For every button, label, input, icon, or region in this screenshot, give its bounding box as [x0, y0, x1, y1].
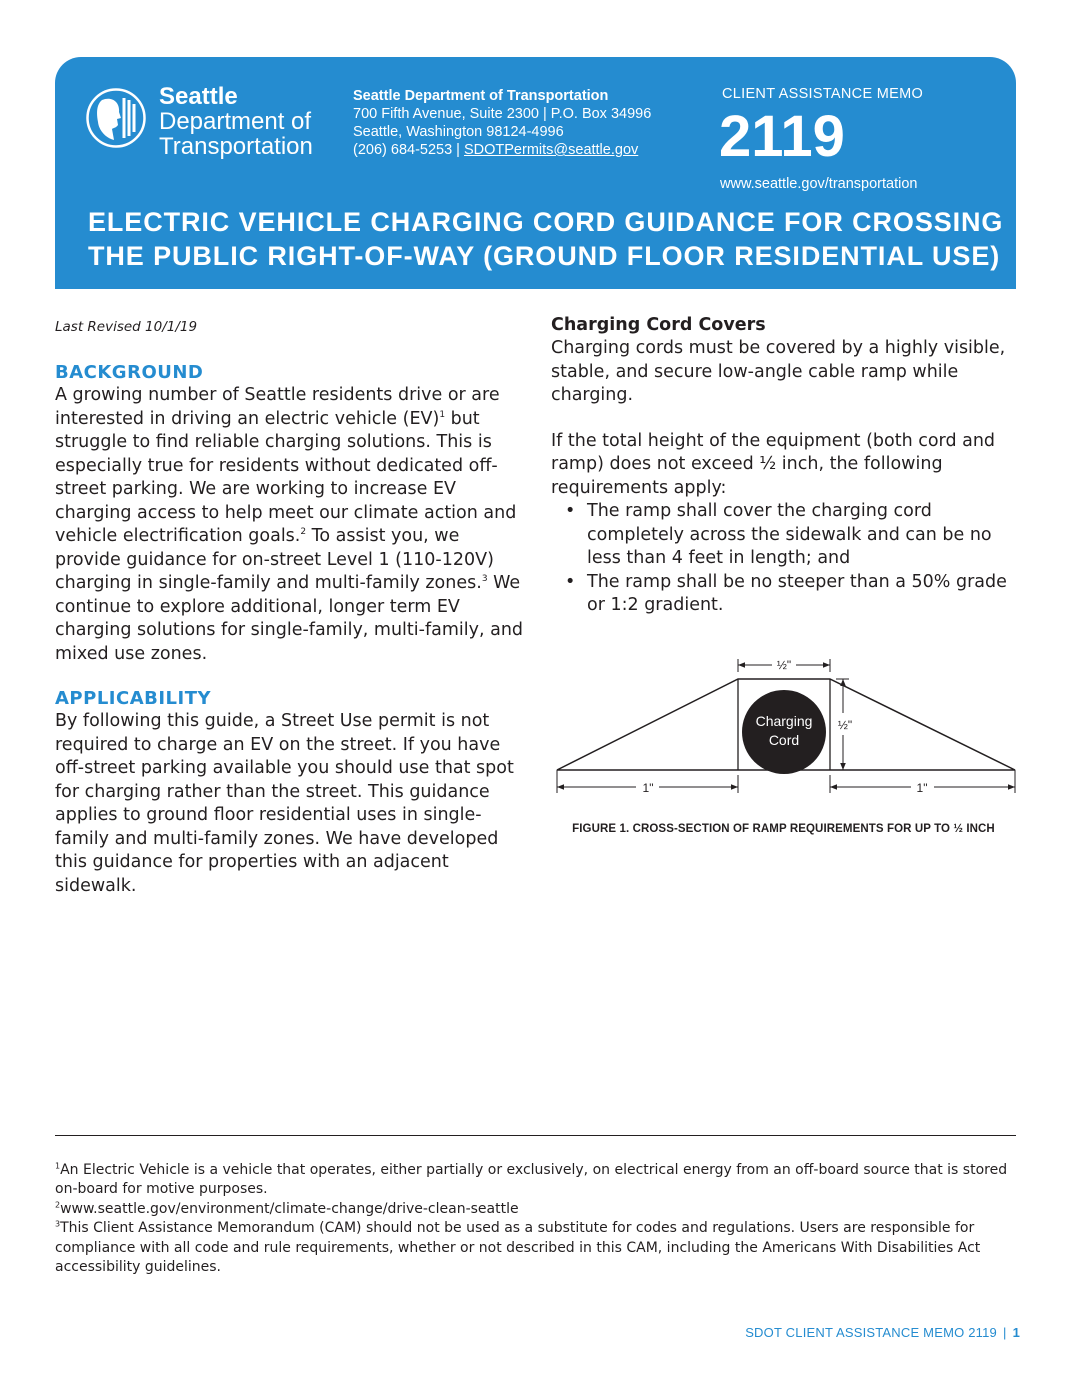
last-revised: Last Revised 10/1/19: [55, 319, 198, 335]
height-paragraph: If the total height of the equipment (both cord and ramp) does not exceed ½ inch, the following requirements apply:: [551, 430, 996, 498]
footnote-ref-1: 1: [439, 409, 446, 420]
memo-label: CLIENT ASSISTANCE MEMO: [722, 86, 924, 102]
covers-paragraph: Charging cords must be covered by a highly visible, stable, and secure low-angle cable ramp while charging.: [551, 338, 1006, 405]
list-item: • The ramp shall cover the charging cord completely across the sidewalk and can be no less than 4 feet in length; and: [587, 500, 1016, 571]
applicability-heading: APPLICABILITY: [55, 688, 212, 709]
left-dimension-label: 1": [642, 781, 654, 795]
logo-line-seattle: Seattle: [159, 83, 238, 110]
address-contact: [353, 141, 651, 159]
seattle-seal-icon: [86, 88, 146, 148]
footnote-number: 2: [55, 1200, 61, 1210]
page-footer: [745, 1325, 1020, 1340]
footnote-ref-3: 3: [481, 574, 488, 585]
background-text-4: We continue to explore additional, longer term EV charging solutions for single-family, multi-family, and mixed use zones.: [55, 573, 524, 664]
covers-heading: Charging Cord Covers: [551, 315, 766, 335]
logo-line-department: Department of: [159, 108, 312, 135]
email-link[interactable]: SDOTPermits@seattle.gov: [463, 142, 639, 158]
cord-label-line1: Charging: [755, 713, 813, 729]
requirements-list: [551, 500, 1016, 618]
cord-label-line2: Cord: [768, 732, 800, 748]
website-link[interactable]: www.seattle.gov/transportation: [720, 176, 918, 192]
footnote-ref-2: 2: [300, 527, 307, 538]
page-title: ELECTRIC VEHICLE CHARGING CORD GUIDANCE FOR CROSSING THE PUBLIC RIGHT-OF-WAY (GROUND FLOOR RESIDENTIAL USE): [88, 207, 1004, 271]
ramp-cross-section-figure: [551, 655, 1021, 800]
footnote-divider: [55, 1135, 1016, 1136]
footnote-number: 3: [55, 1219, 61, 1229]
page-number: 1: [1012, 1325, 1020, 1340]
header-banner: [55, 57, 1016, 289]
background-paragraph: [55, 384, 530, 666]
footer-separator: |: [1002, 1325, 1007, 1340]
footnotes: [55, 1161, 1016, 1277]
side-dimension-label: ½": [837, 718, 853, 732]
footnote-text: This Client Assistance Memorandum (CAM) should not be used as a substitute for codes and regulations. Users are responsible for compliance with all code and rule requirements, whether or not described in this CAM, including the Americans With Disabilities Act accessibility guidelines.: [55, 1220, 981, 1276]
list-item: • The ramp shall be no steeper than a 50% grade or 1:2 gradient.: [587, 571, 1016, 618]
right-column: [551, 314, 1016, 618]
footnote-2: [55, 1200, 1016, 1219]
address-org: Seattle Department of Transportation: [353, 88, 609, 104]
memo-number: 2119: [719, 104, 845, 169]
footnote-1: [55, 1161, 1016, 1200]
footnote-text: An Electric Vehicle is a vehicle that operates, either partially or exclusively, on electrical energy from an off-board source that is stored on-board for motive purposes.: [55, 1162, 1008, 1198]
figure-caption: FIGURE 1. CROSS-SECTION OF RAMP REQUIREMENTS FOR UP TO ½ INCH: [572, 823, 995, 835]
footer-label: SDOT CLIENT ASSISTANCE MEMO 2119: [745, 1325, 997, 1340]
top-dimension-label: ½": [776, 658, 792, 672]
footnote-number: 1: [55, 1161, 61, 1171]
address-line2: Seattle, Washington 98124-4996: [353, 124, 564, 140]
right-dimension-label: 1": [916, 781, 928, 795]
logo-wordmark: [159, 84, 313, 159]
background-text-1: A growing number of Seattle residents drive or are interested in driving an electric vehicle (EV): [55, 385, 500, 429]
address-line1: 700 Fifth Avenue, Suite 2300 | P.O. Box 34996: [353, 106, 652, 122]
contact-address: [353, 87, 651, 159]
address-phone: (206) 684-5253 |: [353, 142, 460, 158]
background-heading: BACKGROUND: [55, 362, 204, 383]
footnote-link[interactable]: www.seattle.gov/environment/climate-change/drive-clean-seattle: [60, 1200, 519, 1217]
background-text-3: To assist you, we provide guidance for on-street Level 1 (110-120V) charging in single-family and multi-family zones.: [55, 526, 494, 593]
background-text-2: but struggle to find reliable charging solutions. This is especially true for residents without dedicated off-street parking. We are working to increase EV charging access to help meet our climate action and vehicle electrification goals.: [55, 408, 517, 546]
logo-line-transportation: Transportation: [159, 133, 313, 160]
left-column: [55, 318, 530, 898]
applicability-paragraph: By following this guide, a Street Use permit is not required to charge an EV on the street. If you have off-street parking available you should use that spot for charging rather than the street. This guidance applies to ground floor residential uses in single-family and multi-family zones. We have developed this guidance for properties with an adjacent sidewalk.: [55, 711, 514, 896]
footnote-3: [55, 1219, 1016, 1277]
